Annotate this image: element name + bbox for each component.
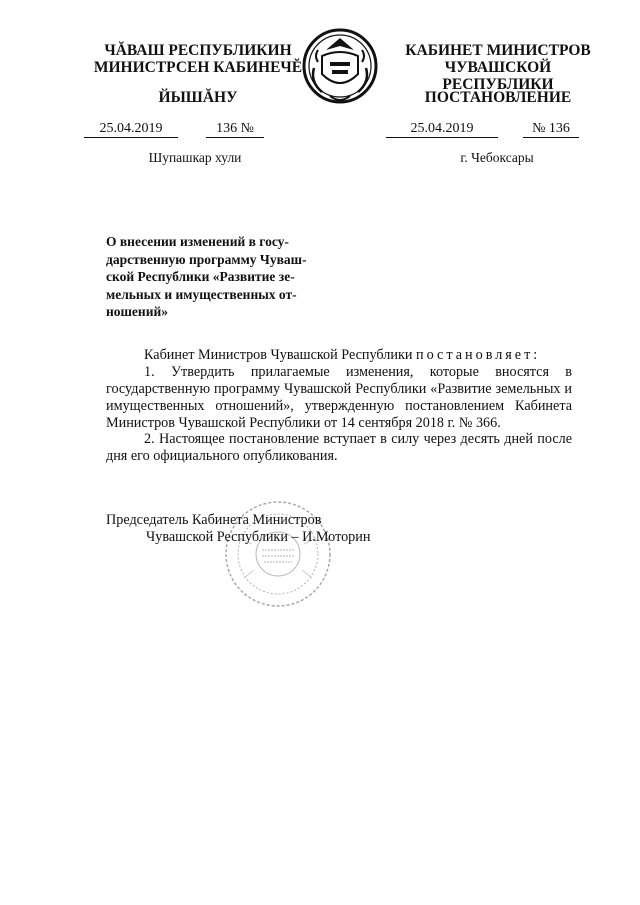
- intro-prefix: Кабинет Министров Чувашской Республики: [144, 347, 413, 363]
- paragraph-1: 1. Утвердить прилагаемые изменения, которые вносятся в государственную программу Чувашской Республики «Развитие земельных и имущественных отношений», утвержденную постановлением Кабинета Министров Чувашской Республики от 14 сентября 2018 г. № 366.: [106, 364, 572, 431]
- document-kind-chuvash: ЙЫШĂНУ: [158, 89, 238, 106]
- intro-resolves: постановляет:: [416, 347, 541, 363]
- header-left-title: [88, 42, 308, 76]
- place-chuvash: Шупашкар хули: [148, 150, 242, 165]
- intro-line: [106, 347, 572, 364]
- document-subject: [106, 233, 328, 321]
- subject-line: О внесении изменений в госу-: [106, 234, 289, 249]
- subject-line: дарственную программу Чуваш-: [106, 251, 307, 267]
- signature-block: [106, 512, 370, 546]
- subject-line: мельных и имущественных от-: [106, 286, 297, 302]
- header-left-line1: ЧĂВАШ РЕСПУБЛИКИН: [104, 42, 292, 59]
- subject-line: ношений»: [106, 304, 169, 319]
- date-left: 25.04.2019: [84, 121, 178, 138]
- place-russian: г. Чебоксары: [460, 150, 534, 165]
- header-right-line2: ЧУВАШСКОЙ РЕСПУБЛИКИ: [442, 59, 554, 93]
- header-right-title: [388, 42, 608, 93]
- header-left-line2: МИНИСТРСЕН КАБИНЕЧĔ: [93, 59, 303, 76]
- number-right: № 136: [523, 121, 579, 138]
- coat-of-arms-emblem: [300, 22, 380, 108]
- paragraph-2: 2. Настоящее постановление вступает в силу через десять дней после дня его официального опубликования.: [106, 431, 572, 464]
- signature-position: Председатель Кабинета Министров: [106, 512, 322, 528]
- header-right-line1: КАБИНЕТ МИНИСТРОВ: [405, 42, 591, 59]
- subject-line: ской Республики «Развитие зе-: [106, 269, 295, 284]
- signature-name: Чувашской Республики – И.Моторин: [146, 529, 371, 545]
- document-kind-russian: ПОСТАНОВЛЕНИЕ: [424, 89, 572, 106]
- number-left: 136 №: [206, 121, 264, 138]
- date-right: 25.04.2019: [386, 121, 498, 138]
